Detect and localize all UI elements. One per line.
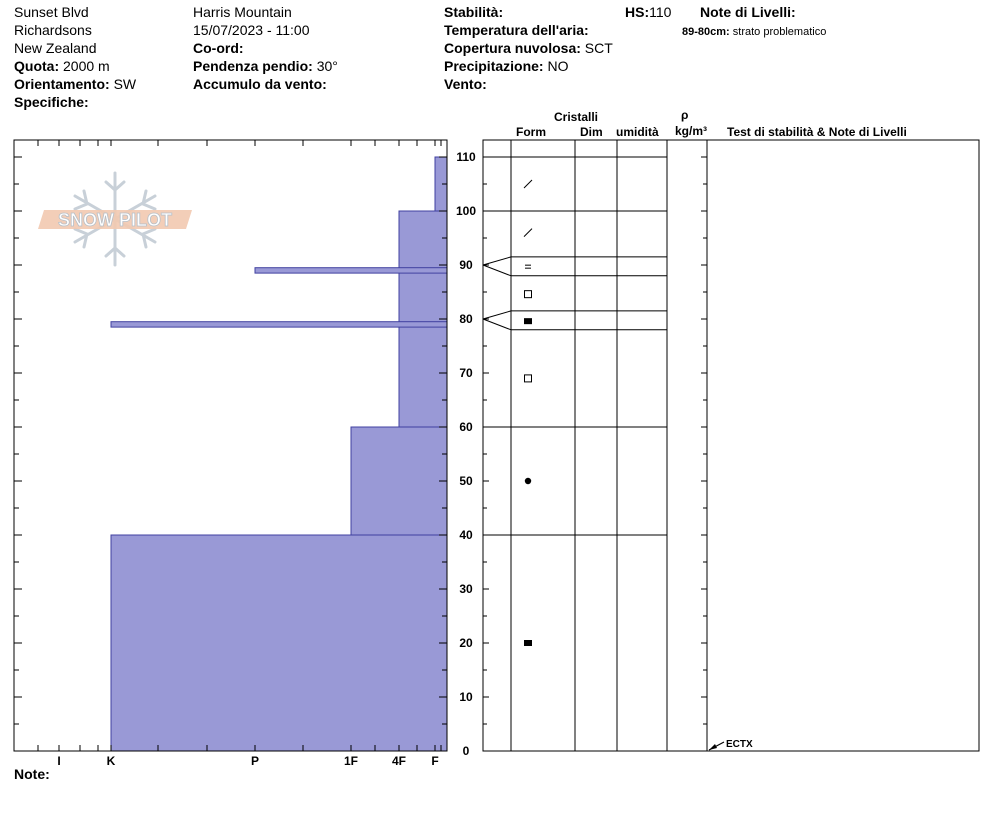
location-line-1: Sunset Blvd xyxy=(14,4,89,20)
site-name: Harris Mountain xyxy=(193,4,292,20)
location-line-2: Richardsons xyxy=(14,22,92,38)
grain-form-faceted-solid xyxy=(524,640,532,646)
y-tick-label: 10 xyxy=(459,690,473,704)
stability-test-label: ECTX xyxy=(726,739,753,750)
y-tick-label: 60 xyxy=(459,420,473,434)
grain-form-rounded xyxy=(525,478,531,484)
snowpilot-logo-text: SNOW PILOT xyxy=(58,210,172,230)
x-tick-label: P xyxy=(250,754,260,768)
y-tick-label: 100 xyxy=(455,204,477,218)
layer-note-range: 89-80cm: xyxy=(682,26,730,38)
tests-header: Test di stabilità & Note di Livelli xyxy=(727,125,907,139)
x-tick-label: K xyxy=(106,754,116,768)
grain-form-faceted xyxy=(525,291,532,298)
layer-table-frame xyxy=(483,140,979,751)
boundary-connector xyxy=(483,257,511,265)
specifics-label: Specifiche: xyxy=(14,94,89,110)
boundary-connector xyxy=(483,311,511,319)
hs-label: HS: xyxy=(625,4,650,20)
grain-form-faceted xyxy=(525,375,532,382)
x-tick-label: I xyxy=(57,754,61,768)
y-tick-label: 70 xyxy=(459,366,473,380)
snowpilot-logo xyxy=(38,173,192,265)
slope-label: Pendenza pendio: xyxy=(193,58,313,74)
stability-label: Stabilità: xyxy=(444,4,504,20)
aspect-label: Orientamento: xyxy=(14,76,110,92)
grain-form-precip-particles xyxy=(524,180,532,188)
note-label: Note: xyxy=(14,766,50,782)
grain-form-precip-particles xyxy=(524,229,532,237)
y-tick-label: 40 xyxy=(459,528,473,542)
y-tick-label: 50 xyxy=(459,474,473,488)
precip-label: Precipitazione: xyxy=(444,58,544,74)
wind-loading-label: Accumulo da vento: xyxy=(193,76,327,92)
hardness-bar xyxy=(351,427,447,535)
elevation-value: 2000 m xyxy=(63,58,110,74)
form-header: Form xyxy=(516,125,546,139)
sky-value: SCT xyxy=(584,40,613,56)
x-tick-label: 4F xyxy=(391,754,407,768)
air-temp-label: Temperatura dell'aria: xyxy=(444,22,589,38)
stability-test-arrowhead xyxy=(709,744,717,750)
density-header: kg/m³ xyxy=(675,124,708,138)
layer-notes-label: Note di Livelli: xyxy=(700,4,796,20)
rho-header: ρ xyxy=(681,108,689,122)
hardness-bar xyxy=(255,268,447,273)
y-tick-label: 20 xyxy=(459,636,473,650)
y-tick-label: 110 xyxy=(456,150,476,164)
layer-note-text: strato problematico xyxy=(732,26,827,38)
elevation-label: Quota: xyxy=(14,58,60,74)
wind-label: Vento: xyxy=(444,76,487,92)
datetime: 15/07/2023 - 11:00 xyxy=(193,22,310,38)
hardness-bar xyxy=(111,535,447,751)
precip-value: NO xyxy=(547,58,569,74)
boundary-connector xyxy=(483,265,511,276)
x-tick-label: 1F xyxy=(343,754,359,768)
y-tick-label: 0 xyxy=(462,744,470,758)
y-tick-label: 30 xyxy=(459,582,473,596)
location-line-3: New Zealand xyxy=(14,40,97,56)
y-tick-label: 80 xyxy=(459,312,473,326)
aspect-value: SW xyxy=(113,76,137,92)
crystals-header: Cristalli xyxy=(554,110,599,124)
sky-label: Copertura nuvolosa: xyxy=(444,40,581,56)
boundary-connector xyxy=(483,319,511,330)
hs-value: 110 xyxy=(649,4,672,20)
size-header: Dim xyxy=(580,125,603,139)
x-tick-label: F xyxy=(431,754,439,768)
moisture-header: umidità xyxy=(616,125,659,139)
hardness-bar xyxy=(111,322,447,327)
coords-label: Co-ord: xyxy=(193,40,244,56)
y-tick-label: 90 xyxy=(459,258,473,272)
grain-form-faceted-solid xyxy=(524,318,532,324)
slope-value: 30° xyxy=(316,58,338,74)
